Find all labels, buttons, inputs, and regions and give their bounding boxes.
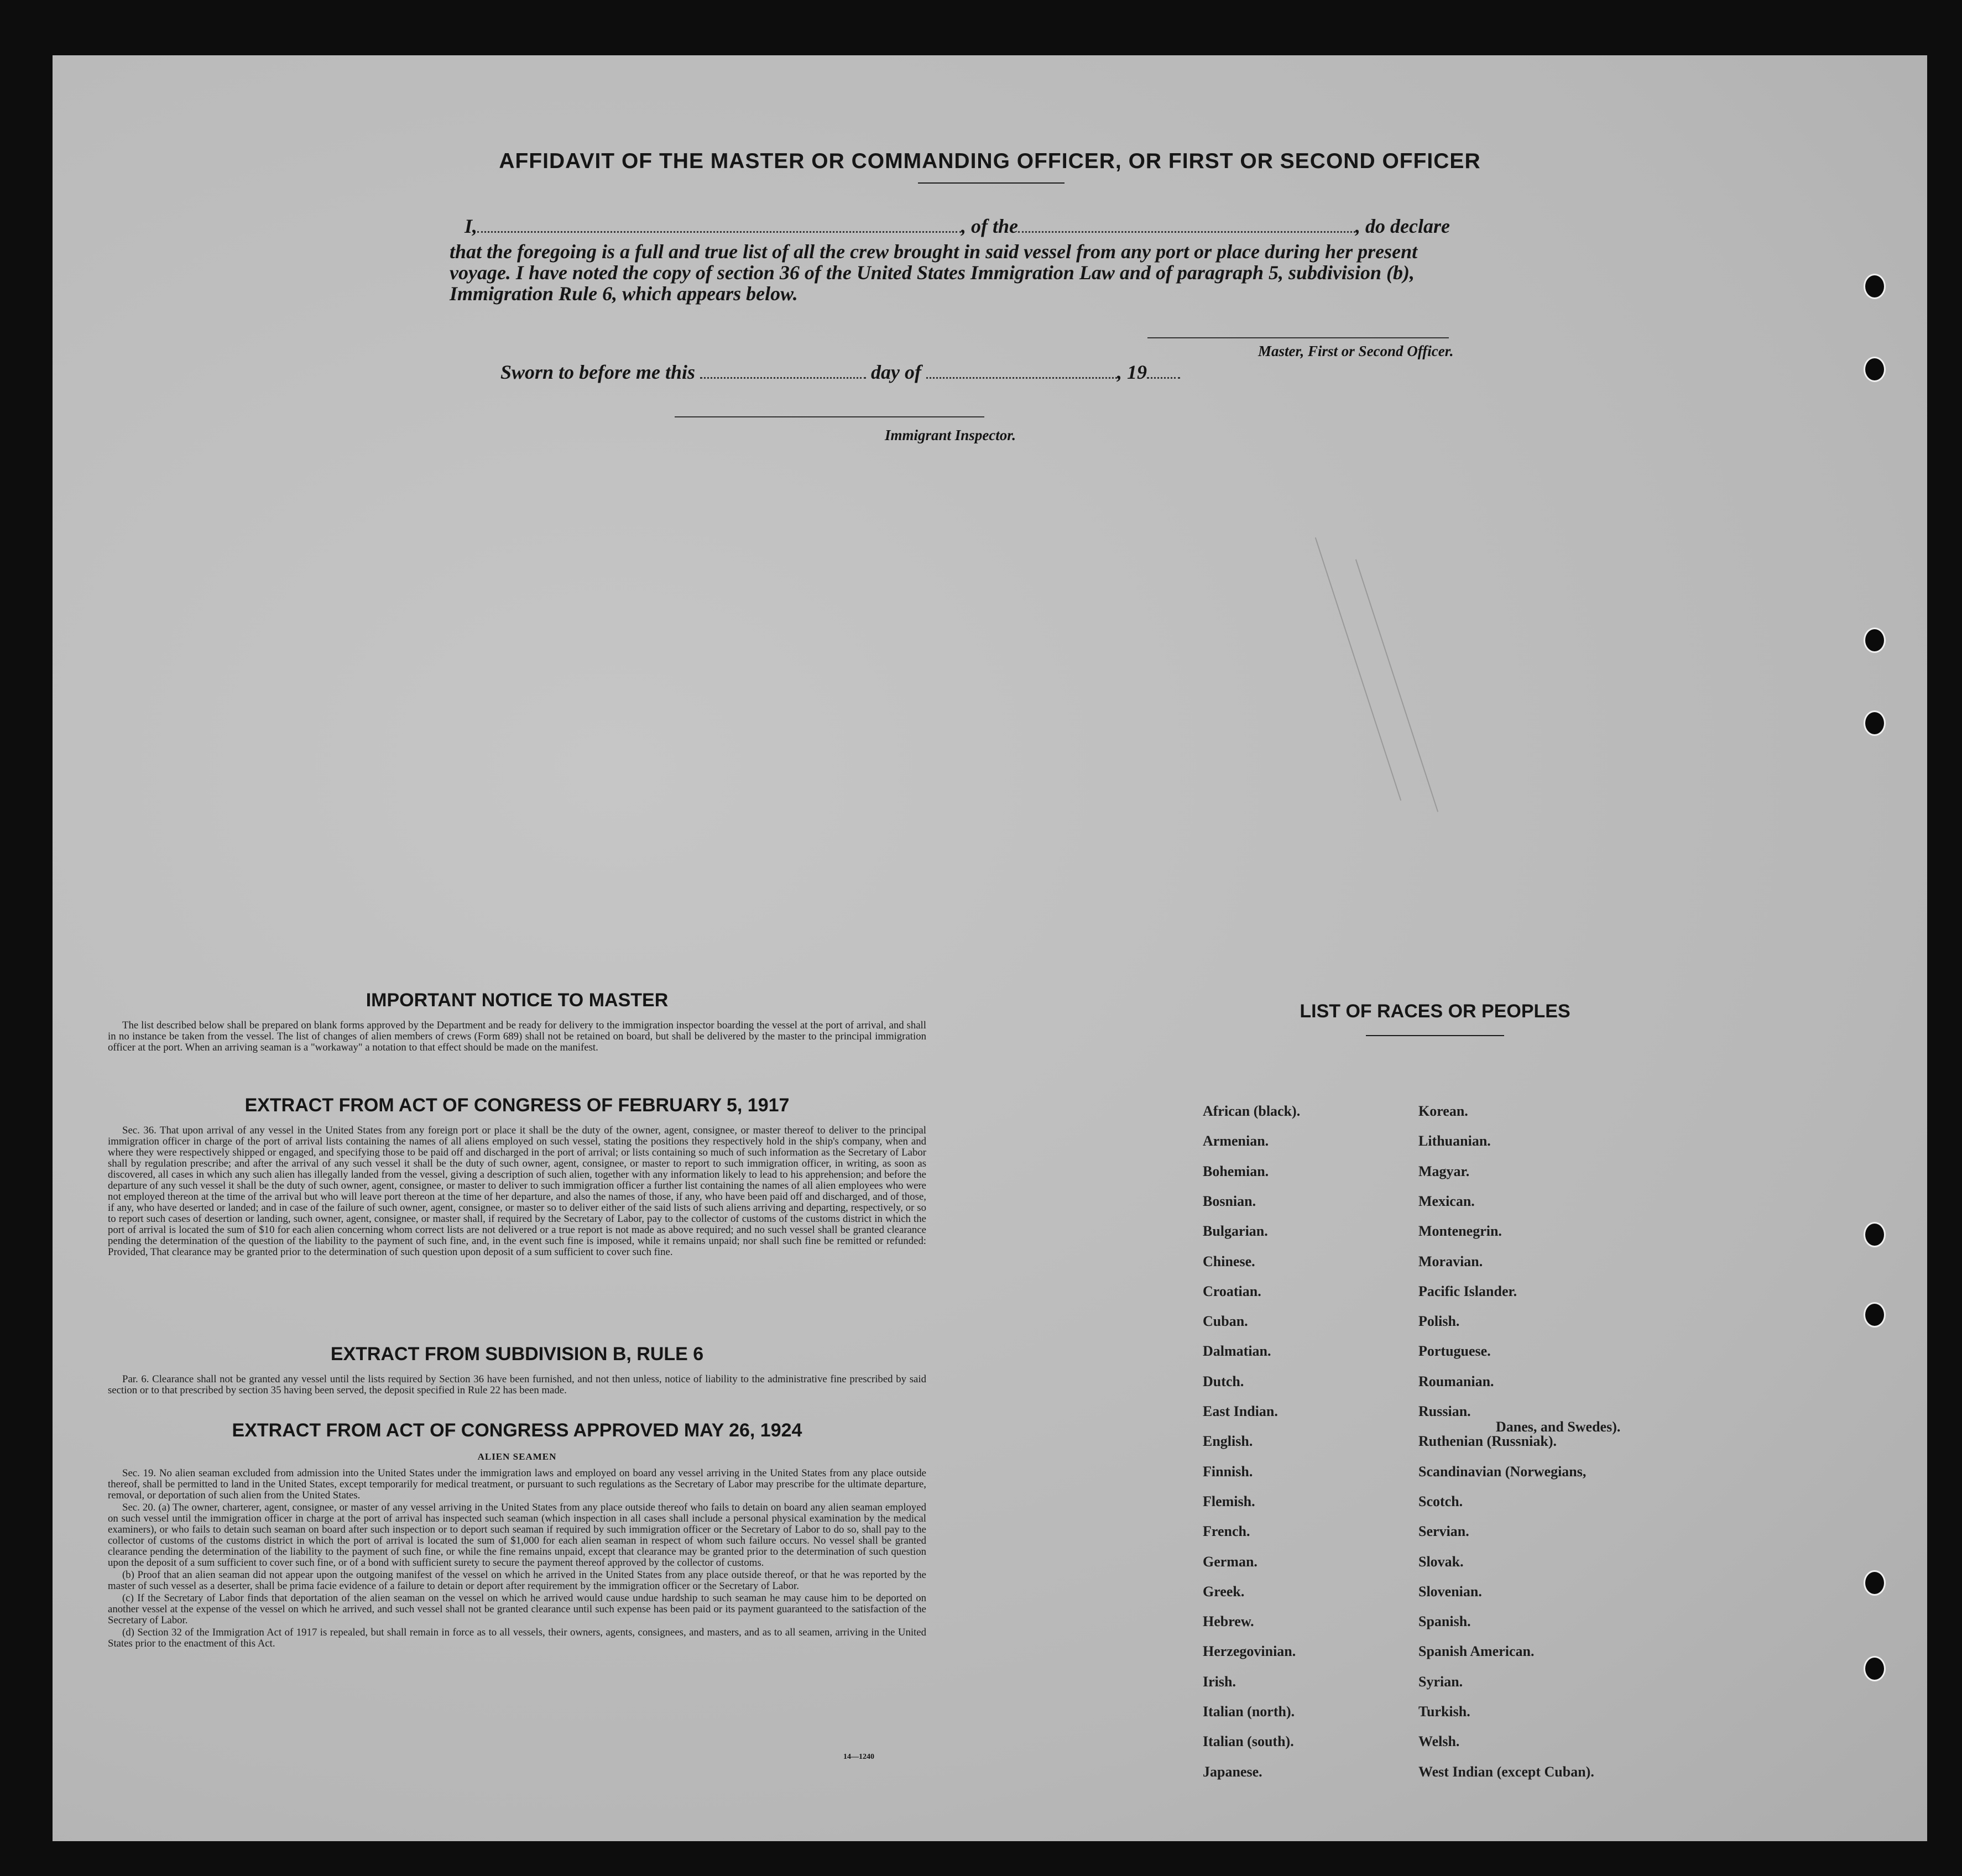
binder-hole <box>1864 710 1886 736</box>
race-item: West Indian (except Cuban). <box>1418 1763 1594 1780</box>
race-item: French. <box>1203 1523 1250 1540</box>
race-item: Syrian. <box>1418 1673 1463 1690</box>
affidavit-title-rule <box>918 182 1065 184</box>
pencil-mark <box>1315 537 1401 801</box>
sworn-day-of: day of <box>871 361 922 383</box>
race-item: Croatian. <box>1203 1283 1261 1299</box>
inspector-label: Immigrant Inspector. <box>885 427 1016 443</box>
extract-1924-paragraph-2: (b) Proof that an alien seaman did not appear upon the outgoing manifest of the vessel on which he arrived in the United States from any place outside thereof, or that he was reported by the master of such vessel as a deserter, shall be prima facie evidence of a failure to detain or deport after requirement by the immigration officer or the Secretary of Labor. <box>108 1569 926 1592</box>
race-item: Scotch. <box>1418 1493 1463 1509</box>
affidavit-of-the: , of the <box>961 215 1019 237</box>
race-item: Irish. <box>1203 1673 1236 1690</box>
race-item: Greek. <box>1203 1583 1245 1600</box>
binder-hole <box>1864 1222 1886 1247</box>
affidavit-do-declare: , do declare <box>1355 215 1450 237</box>
race-item: Mexican. <box>1418 1193 1475 1209</box>
document-sheet <box>53 55 1927 1841</box>
race-item: Korean. <box>1418 1103 1468 1119</box>
pencil-mark <box>1355 559 1438 812</box>
race-item: Italian (south). <box>1203 1733 1294 1750</box>
master-signature-label: Master, First or Second Officer. <box>1258 343 1454 359</box>
sworn-line <box>500 360 1180 384</box>
race-item: Servian. <box>1418 1523 1469 1540</box>
affidavit-line-4: Immigration Rule 6, which appears below. <box>450 283 798 305</box>
race-item: Dalmatian. <box>1203 1343 1271 1360</box>
race-item: Turkish. <box>1418 1703 1470 1720</box>
race-item: Polish. <box>1418 1313 1460 1330</box>
race-item: Hebrew. <box>1203 1613 1254 1630</box>
binder-hole <box>1864 357 1886 382</box>
affidavit-vessel-field[interactable] <box>1018 231 1355 233</box>
extract-1924-title: EXTRACT FROM ACT OF CONGRESS APPROVED MAY 26, 1924 <box>232 1420 802 1441</box>
race-scandinavian-continuation: Danes, and Swedes). <box>1496 1419 1621 1435</box>
race-item: Slovak. <box>1418 1553 1464 1570</box>
extract-1924-paragraph-0: Sec. 19. No alien seaman excluded from admission into the United States under the immigration laws and employed on board any vessel arriving in the United States from any place outside thereof, shall be permitted to land in the United States, except temporarily for medical treatment, or pursuant to such regulations as the Secretary of Labor may prescribe for the ultimate departure, removal, or deportation of such alien from the United States. <box>108 1467 926 1501</box>
race-item: Spanish American. <box>1418 1643 1535 1660</box>
race-item: Bosnian. <box>1203 1193 1256 1209</box>
race-item: Russian. <box>1418 1403 1471 1419</box>
race-item: Ruthenian (Russniak). <box>1418 1433 1557 1450</box>
race-item: Bohemian. <box>1203 1163 1269 1179</box>
master-signature-line[interactable] <box>1147 337 1449 338</box>
extract-1917-text <box>108 1125 926 1259</box>
extract-1924-paragraph-3: (c) If the Secretary of Labor finds that deportation of the alien seaman on the vessel on which he arrived would cause undue hardship to such seaman he may cause him to be deported on another vessel at the expense of the vessel on which he arrived, and such vessel shall not be granted clearance until such expense has been paid or its payment guaranteed to the satisfaction of the Secretary of Labor. <box>108 1592 926 1626</box>
extract-rule6-paragraph: Par. 6. Clearance shall not be granted any vessel until the lists required by Section 36 have been furnished, and not then unless, notice of liability to the administrative fine prescribed by said section or to that prescribed by section 35 having been served, the deposit specified in Rule 22 has been made. <box>108 1373 926 1396</box>
race-item: Cuban. <box>1203 1313 1248 1330</box>
sworn-month-field[interactable] <box>926 377 1117 379</box>
inspector-signature-line[interactable] <box>675 416 984 417</box>
sworn-year-field[interactable] <box>1147 377 1180 379</box>
race-item: African (black). <box>1203 1103 1301 1119</box>
race-item: Bulgarian. <box>1203 1223 1268 1240</box>
race-item: Lithuanian. <box>1418 1133 1491 1149</box>
binder-hole <box>1864 1570 1886 1596</box>
notice-text <box>108 1020 926 1054</box>
binder-hole <box>1864 274 1886 299</box>
race-item: Italian (north). <box>1203 1703 1295 1720</box>
race-item: Finnish. <box>1203 1463 1253 1480</box>
race-item: Welsh. <box>1418 1733 1460 1750</box>
binder-hole <box>1864 1656 1886 1681</box>
alien-seamen-subtitle: ALIEN SEAMEN <box>477 1451 557 1462</box>
race-item: Slovenian. <box>1418 1583 1482 1600</box>
binder-hole <box>1864 628 1886 653</box>
race-item: Montenegrin. <box>1418 1223 1502 1240</box>
race-item: Flemish. <box>1203 1493 1255 1509</box>
binder-hole <box>1864 1302 1886 1328</box>
extract-1924-paragraph-1: Sec. 20. (a) The owner, charterer, agent, consignee, or master of any vessel arriving in the United States from any place outside thereof who fails to detain on board any alien seaman employed on such vessel until the immigration officer in charge at the port of arrival has inspected such seaman (which inspection in all cases shall include a personal physical examination by the medical examiners), or who fails to detain such seaman on board after such inspection or to deport such seaman if required by such immigration officer or the Secretary of Labor to do so, shall pay to the collector of customs of the customs district in which the port of arrival is located the sum of $1,000 for each alien seaman in respect of whom such failure occurs. No vessel shall be granted clearance pending the determination of the liability to the payment of such fine, or while the fine remains unpaid, except that clearance may be granted prior to the determination of such question upon the deposit of a sum sufficient to cover such fine, or of a bond with sufficient surety to secure the payment thereof approved by the collector of customs. <box>108 1502 926 1569</box>
race-item: Roumanian. <box>1418 1373 1494 1389</box>
affidavit-i: I, <box>465 215 478 237</box>
race-item: Scandinavian (Norwegians, <box>1418 1463 1587 1480</box>
sworn-year-prefix: , 19 <box>1117 361 1147 383</box>
extract-1924-text <box>108 1468 926 1650</box>
race-item: Armenian. <box>1203 1133 1269 1149</box>
race-item: Portuguese. <box>1418 1343 1491 1360</box>
race-item: Magyar. <box>1418 1163 1470 1179</box>
extract-1917-paragraph: Sec. 36. That upon arrival of any vessel in the United States from any foreign port or place it shall be the duty of the owner, agent, consignee, or master thereof to deliver to the principal immigration officer in charge of the port of arrival lists containing the names of all aliens employed on such vessel, stating the positions they respectively hold in the ship's company, when and where they were respectively shipped or engaged, and specifying those to be paid off and discharged in the port of arrival; or lists containing so much of such information as the Secretary of Labor shall by regulation prescribe; and after the arrival of any such vessel it shall be the duty of such owner, agent, consignee, or master to report to such immigration officer, in writing, as soon as discovered, all cases in which any such alien has illegally landed from the vessel, giving a description of such alien, together with any information likely to lead to his apprehension; and before the departure of any such vessel it shall be the duty of such owner, agent, consignee, or master to deliver to such immigration officer a further list containing the names of all alien employees who were not employed thereon at the time of the arrival but who will leave port thereon at the time of her departure, and also the names of those, if any, who have been paid off and discharged, and of those, if any, who have deserted or landed; and in case of the failure of such owner, agent, consignee, or master so to deliver either of the said lists of such aliens arriving and departing, respectively, or so to report such cases of desertion or landing, such owner, agent, consignee, or master shall, if required by the Secretary of Labor, pay to the collector of customs of the customs district in which the port of arrival is located the sum of $10 for each alien concerning whom correct lists are not delivered or a true report is not made as above required; and no such vessel shall be granted clearance pending the determination of the question of the liability to the payment of such fine, and, in the event such fine is imposed, while it remains unpaid; nor shall such fine be remitted or refunded: Provided, That clearance may be granted prior to the determination of such question upon deposit of a sum sufficient to cover such fine. <box>108 1125 926 1258</box>
extract-rule6-title: EXTRACT FROM SUBDIVISION B, RULE 6 <box>330 1344 704 1365</box>
affidavit-line-1 <box>465 215 1450 238</box>
races-title: LIST OF RACES OR PEOPLES <box>1300 1001 1570 1022</box>
extract-1924-paragraph-4: (d) Section 32 of the Immigration Act of 1917 is repealed, but shall remain in force as to all vessels, their owners, agents, consignees, and masters, and as to all seamen, arriving in the United States prior to the enactment of this Act. <box>108 1627 926 1649</box>
form-number: 14—1240 <box>843 1753 874 1761</box>
notice-paragraph: The list described below shall be prepared on blank forms approved by the Department and be ready for delivery to the immigration inspector boarding the vessel at the port of arrival, and shall in no instance be taken from the vessel. The list of changes of alien members of crews (Form 689) shall not be retained on board, but shall be delivered by the master to the principal immigration officer at the port. When an arriving seaman is a "workaway" a notation to that effect should be made on the manifest. <box>108 1020 926 1053</box>
race-item: Dutch. <box>1203 1373 1244 1389</box>
extract-1917-title: EXTRACT FROM ACT OF CONGRESS OF FEBRUARY 5, 1917 <box>244 1095 790 1116</box>
race-item: Japanese. <box>1203 1763 1262 1780</box>
affidavit-line-2: that the foregoing is a full and true list of all the crew brought in said vessel from any port or place during her present <box>450 241 1418 263</box>
affidavit-line-3: voyage. I have noted the copy of section 36 of the United States Immigration Law and of paragraph 5, subdivision (b), <box>450 262 1415 284</box>
races-title-rule <box>1366 1035 1504 1036</box>
sworn-prefix: Sworn to before me this <box>500 361 696 383</box>
race-item: Herzegovinian. <box>1203 1643 1296 1660</box>
race-item: Chinese. <box>1203 1253 1255 1269</box>
race-item: German. <box>1203 1553 1257 1570</box>
race-item: East Indian. <box>1203 1403 1278 1419</box>
affidavit-name-field[interactable] <box>477 231 961 233</box>
race-item: Spanish. <box>1418 1613 1471 1630</box>
notice-title: IMPORTANT NOTICE TO MASTER <box>366 990 669 1011</box>
affidavit-title: AFFIDAVIT OF THE MASTER OR COMMANDING OFFICER, OR FIRST OR SECOND OFFICER <box>499 149 1481 173</box>
extract-rule6-text <box>108 1374 926 1397</box>
race-item: Pacific Islander. <box>1418 1283 1517 1299</box>
race-item: Moravian. <box>1418 1253 1483 1269</box>
race-item: English. <box>1203 1433 1253 1450</box>
sworn-day-field[interactable] <box>700 377 866 379</box>
